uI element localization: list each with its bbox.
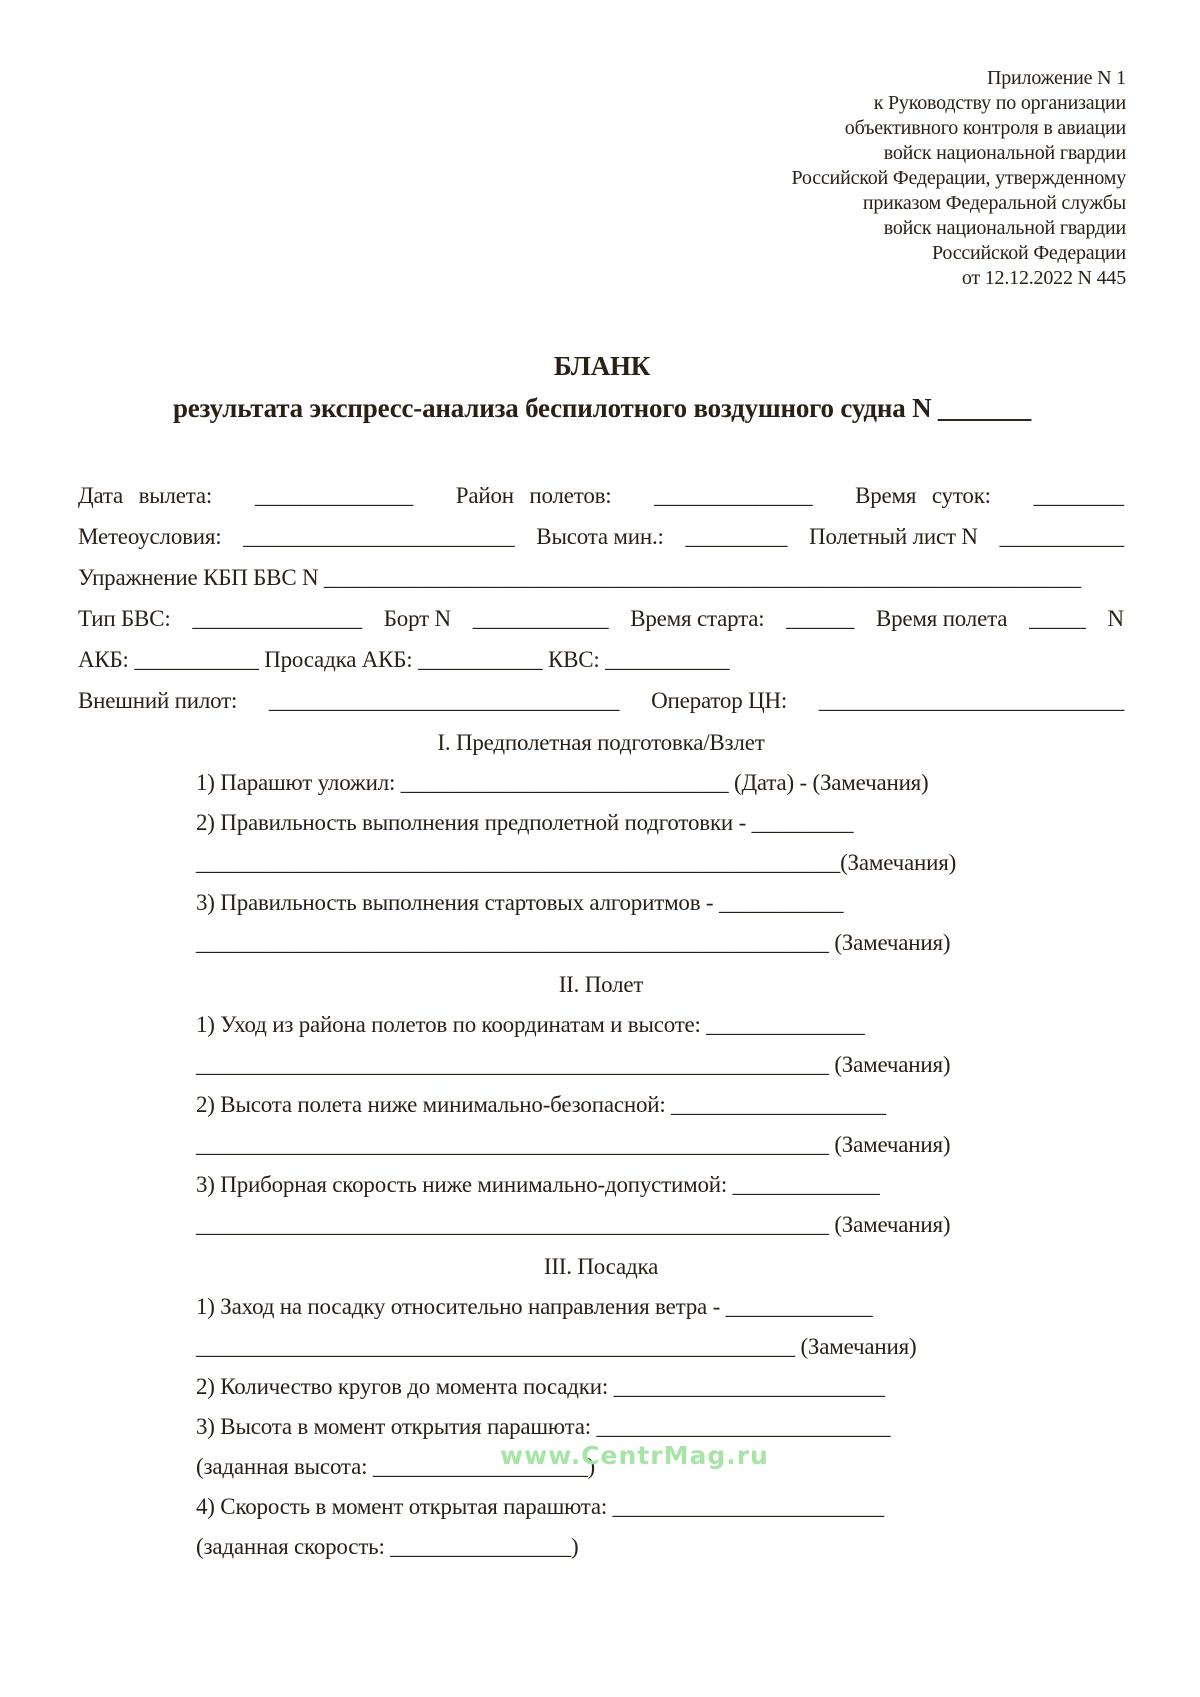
min-altitude-blank: _________: [685, 524, 788, 549]
time-of-day-label: Время суток:: [855, 483, 991, 508]
time-of-day-blank: ________: [1033, 483, 1124, 508]
section-2-heading: II. Полет: [558, 972, 644, 997]
field-row-pilot-operator: [78, 680, 1124, 721]
document-title: [0, 345, 1200, 429]
section-1-item-1: 1) Парашют уложил: _____________________________ (Дата) - (Замечания): [196, 770, 929, 795]
note-line: войск национальной гвардии: [883, 142, 1126, 164]
note-line: Российской Федерации: [931, 242, 1126, 264]
note-line: Приложение N 1: [987, 67, 1126, 89]
section-2-item-2: 2) Высота полета ниже минимально-безопасной: ___________________: [196, 1092, 886, 1117]
site-watermark: www.CentrMag.ru: [500, 1441, 769, 1470]
external-pilot-label: Внешний пилот:: [78, 688, 238, 713]
section-1-item-2-remarks-line: _________________________________________________________(Замечания): [196, 850, 957, 875]
title-line-1: БЛАНК: [553, 351, 651, 381]
section-3-item-4: 4) Скорость в момент открытая парашюта: ________________________: [196, 1494, 884, 1519]
flight-area-label: Район полетов:: [455, 483, 612, 508]
field-row-weather-minalt-sheet: [78, 516, 1124, 557]
note-line: от 12.12.2022 N 445: [961, 267, 1126, 289]
flight-duration-blank: _____: [1029, 606, 1086, 631]
external-pilot-blank: _______________________________: [269, 688, 620, 713]
date-of-flight-label: Дата вылета:: [78, 483, 213, 508]
section-2-item-1: 1) Уход из района полетов по координатам и высоте: ______________: [196, 1012, 865, 1037]
min-altitude-label: Высота мин.:: [536, 524, 664, 549]
board-number-blank: ____________: [472, 606, 609, 631]
payload-operator-label: Оператор ЦН:: [651, 688, 788, 713]
uav-type-blank: _______________: [192, 606, 362, 631]
board-number-label: Борт N: [383, 606, 451, 631]
field-row-exercise: [78, 557, 1124, 598]
title-line-2: результата экспресс-анализа беспилотного воздушного судна N _______: [172, 393, 1032, 423]
date-of-flight-blank: ______________: [254, 483, 414, 508]
field-row-type-board-times: [78, 598, 1124, 639]
section-3-item-3: 3) Высота в момент открытия парашюта: __________________________: [196, 1414, 891, 1439]
flight-sheet-blank: ___________: [999, 524, 1124, 549]
flight-duration-label: Время полета: [875, 606, 1008, 631]
section-3-item-3-set-altitude: (заданная высота: ___________________): [196, 1454, 595, 1479]
section-1-item-2: 2) Правильность выполнения предполетной подготовки - _________: [196, 810, 854, 835]
flight-info-fields: [0, 475, 1200, 721]
section-2-item-1-remarks-line: ________________________________________________________ (Замечания): [196, 1052, 951, 1077]
battery-drop-label: Просадка АКБ:: [264, 647, 413, 672]
section-2-item-3-remarks-line: ________________________________________________________ (Замечания): [196, 1212, 951, 1237]
weather-blank: ________________________: [243, 524, 515, 549]
section-1-heading: I. Предполетная подготовка/Взлет: [437, 730, 765, 755]
uav-type-label: Тип БВС:: [78, 606, 171, 631]
note-line: приказом Федеральной службы: [862, 192, 1126, 214]
row-suffix-n: N: [1107, 606, 1124, 631]
section-1-item-3-remarks-line: ________________________________________________________ (Замечания): [196, 930, 951, 955]
battery-blank: ___________: [134, 647, 259, 672]
section-3-item-1-remarks-line: _____________________________________________________ (Замечания): [196, 1334, 917, 1359]
start-time-blank: ______: [786, 606, 855, 631]
pic-label: КВС:: [547, 647, 600, 672]
section-1-item-3: 3) Правильность выполнения стартовых алгоритмов - ___________: [196, 890, 844, 915]
section-3-item-1: 1) Заход на посадку относительно направления ветра - _____________: [196, 1294, 873, 1319]
battery-drop-blank: ___________: [418, 647, 543, 672]
note-line: войск национальной гвардии: [883, 217, 1126, 239]
field-row-date-area-daytime: [78, 475, 1124, 516]
payload-operator-blank: ___________________________: [818, 688, 1124, 713]
exercise-label: Упражнение КБП БВС N: [78, 565, 319, 590]
weather-label: Метеоусловия:: [78, 524, 222, 549]
flight-sheet-label: Полетный лист N: [809, 524, 978, 549]
note-line: объективного контроля в авиации: [844, 117, 1126, 139]
section-3-item-4-set-speed: (заданная скорость: ________________): [196, 1534, 579, 1559]
section-2-item-2-remarks-line: ________________________________________________________ (Замечания): [196, 1132, 951, 1157]
regulatory-note: [0, 0, 1200, 291]
note-line: к Руководству по организации: [873, 92, 1126, 114]
section-3-heading: III. Посадка: [543, 1254, 659, 1279]
section-3-item-2: 2) Количество кругов до момента посадки: ________________________: [196, 1374, 885, 1399]
exercise-blank: ___________________________________________________________________: [323, 565, 1082, 590]
note-line: Российской Федерации, утвержденному: [791, 167, 1126, 189]
field-row-battery-pic: [78, 639, 1124, 680]
section-2-item-3: 3) Приборная скорость ниже минимально-допустимой: _____________: [196, 1172, 880, 1197]
battery-label: АКБ:: [78, 647, 129, 672]
pic-blank: ___________: [605, 647, 730, 672]
flight-area-blank: ______________: [654, 483, 813, 508]
start-time-label: Время старта:: [630, 606, 765, 631]
